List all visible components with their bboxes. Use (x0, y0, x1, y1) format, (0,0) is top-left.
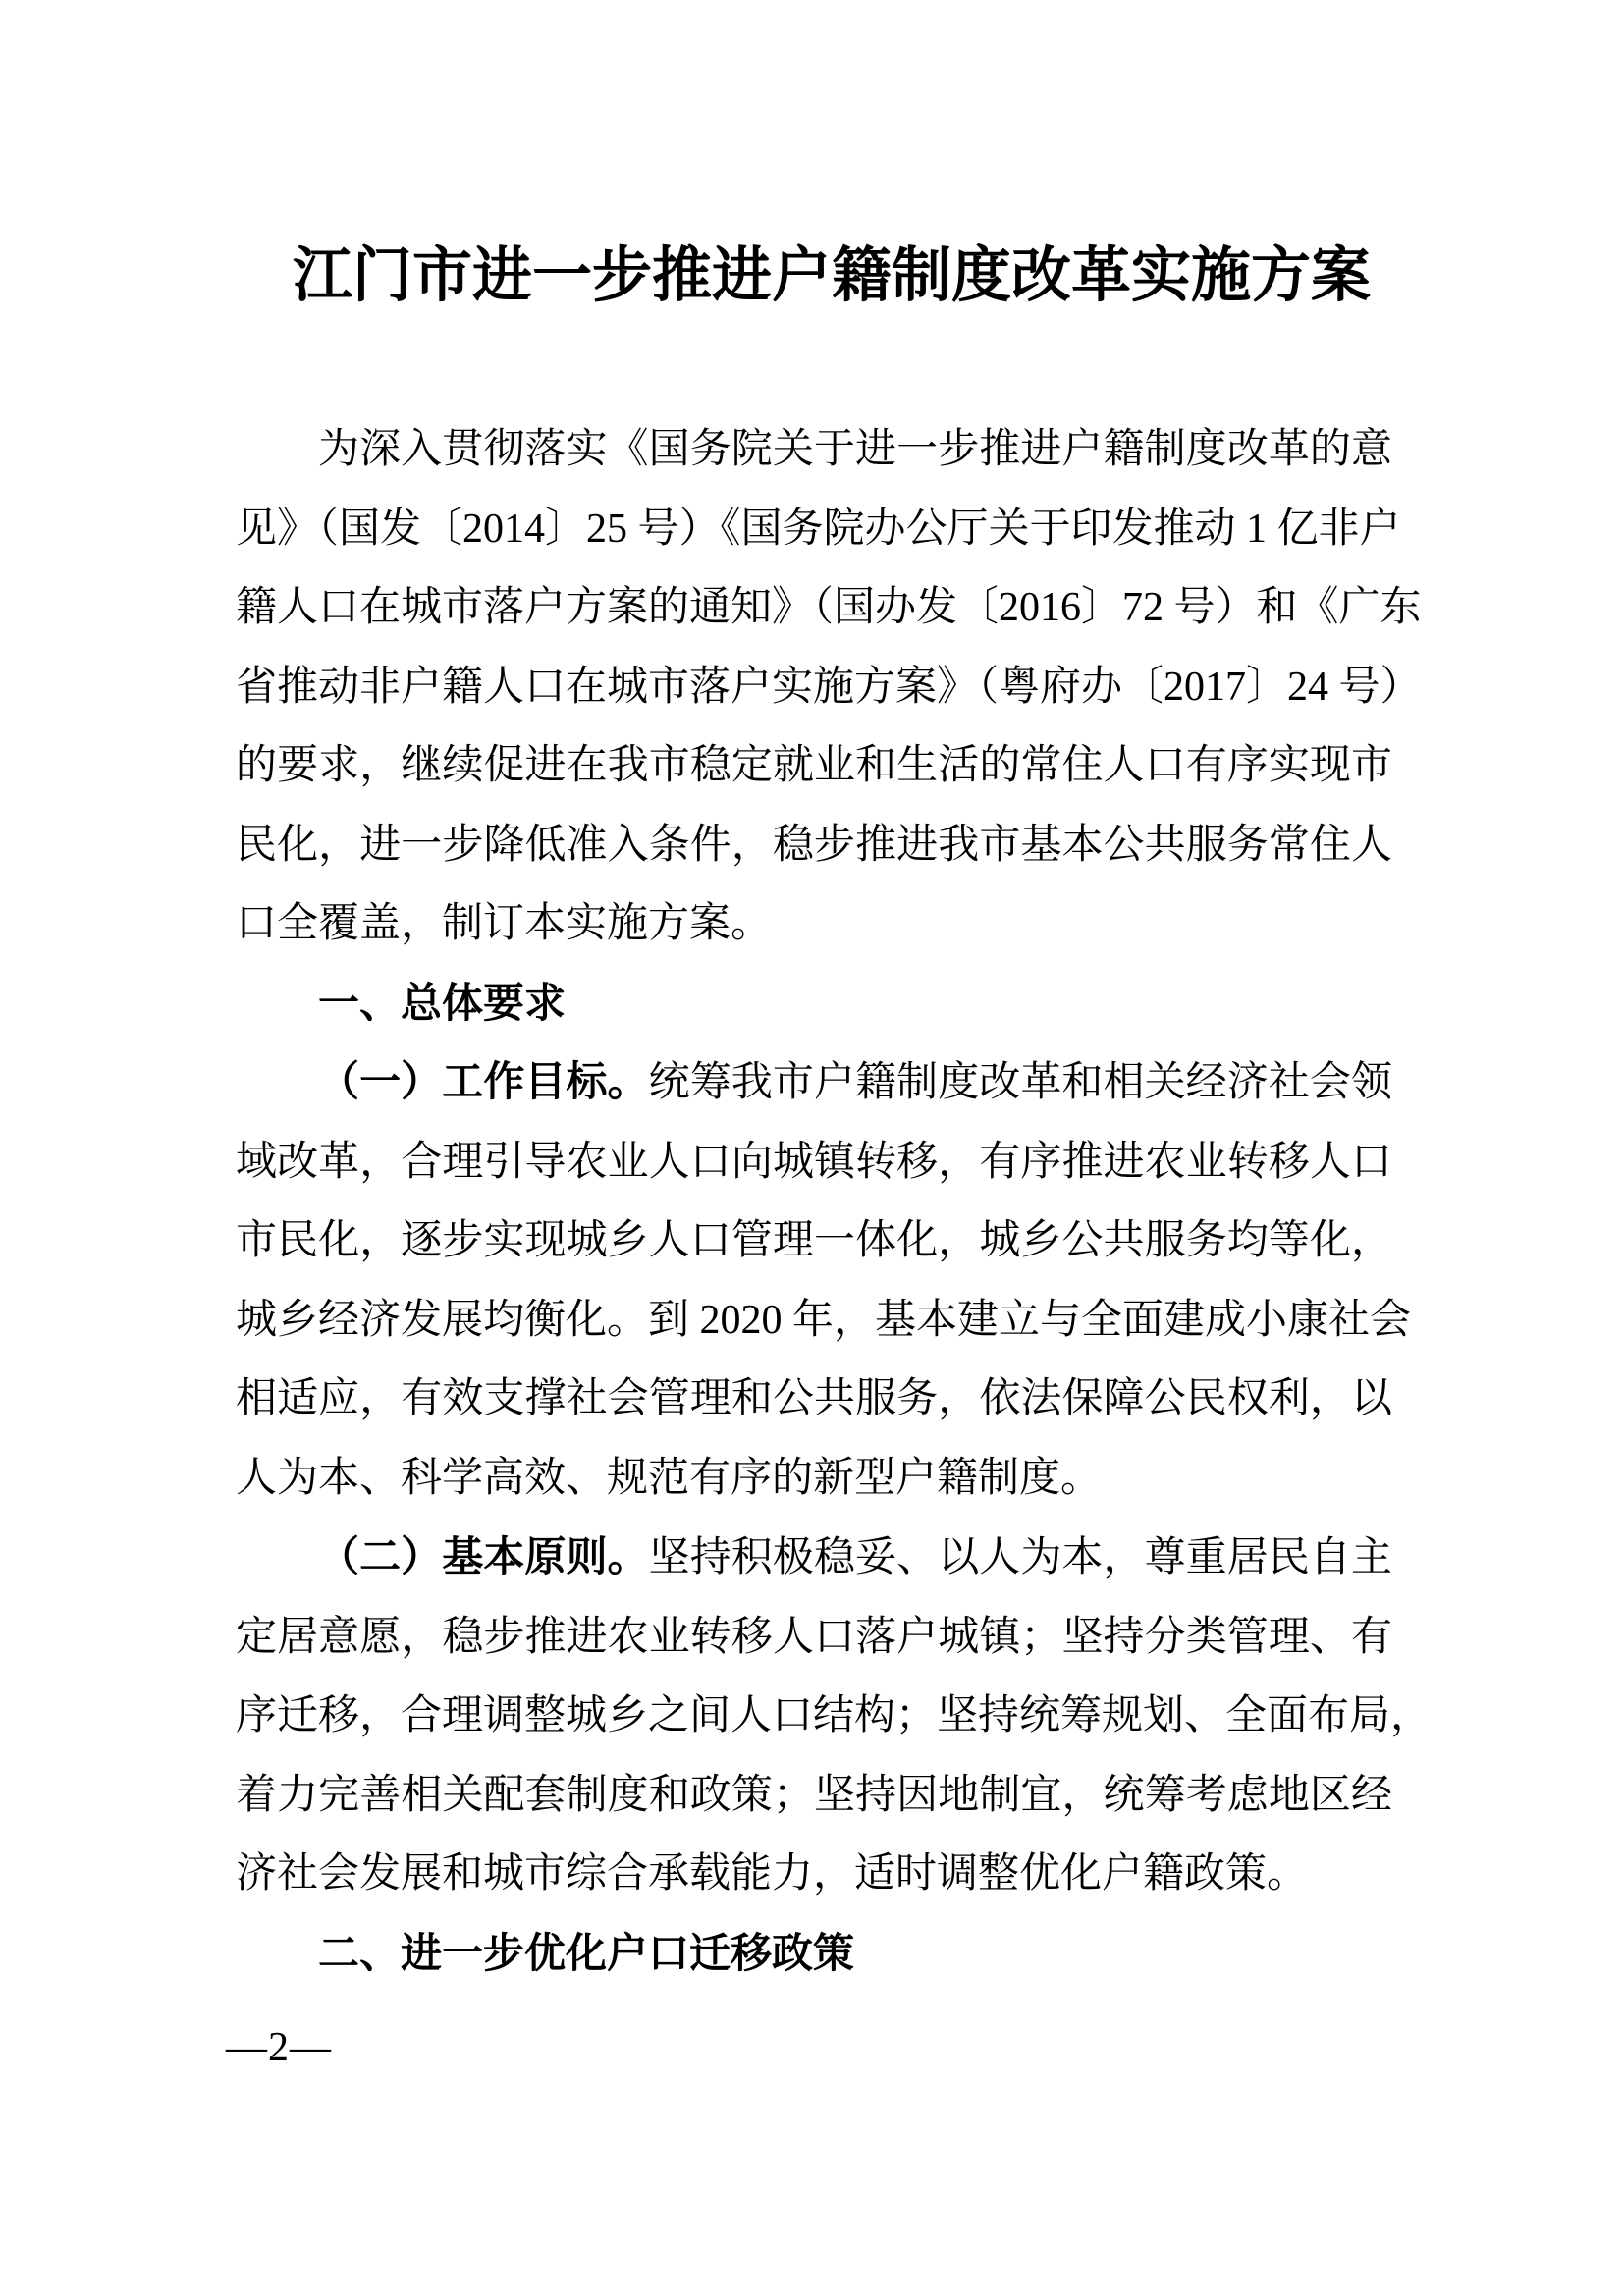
text-line: 籍人口在城市落户方案的通知》（国办发〔2016〕72 号）和《广东 (236, 585, 1422, 630)
text-line (236, 1518, 1392, 1598)
document-body (236, 410, 1433, 1993)
text-line: 人为本、科学高效、规范有序的新型户籍制度。 (236, 1455, 1103, 1501)
section-heading-household-migration-policy: 二、进一步优化户口迁移政策 (318, 1929, 855, 1976)
run-in-heading-basic-principles: （二）基本原则。 (318, 1533, 649, 1579)
section-heading-overall-requirements: 一、总体要求 (318, 979, 567, 1026)
text-line: 口全覆盖，制订本实施方案。 (236, 901, 773, 946)
text-line: 着力完善相关配套制度和政策；坚持因地制宜，统筹考虑地区经 (236, 1772, 1392, 1818)
text-line: 域改革，合理引导农业人口向城镇转移，有序推进农业转移人口 (236, 1139, 1392, 1185)
text-run: 统筹我市户籍制度改革和相关经济社会领 (648, 1060, 1392, 1105)
text-line: 定居意愿，稳步推进农业转移人口落户城镇；坚持分类管理、有 (236, 1614, 1392, 1660)
paragraph-basic-principles (236, 1518, 1433, 1914)
text-line: 民化，进一步降低准入条件，稳步推进我市基本公共服务常住人 (236, 822, 1392, 868)
run-in-heading-work-goals: （一）工作目标。 (318, 1058, 649, 1104)
paragraph-intro (236, 410, 1422, 964)
document-title: 江门市进一步推进户籍制度改革实施方案 (292, 243, 1371, 309)
text-line: 济社会发展和城市综合承载能力，适时调整优化户籍政策。 (236, 1851, 1309, 1896)
paragraph-work-goals (236, 1042, 1412, 1518)
page-number: —2— (226, 2025, 332, 2070)
text-line: 市民化，逐步实现城乡人口管理一体化，城乡公共服务均等化， (236, 1218, 1392, 1263)
text-line (236, 1042, 1392, 1123)
text-line: 见》（国发〔2014〕25 号）《国务院办公厅关于印发推动 1 亿非户 (236, 506, 1401, 552)
text-line: 序迁移，合理调整城乡之间人口结构；坚持统筹规划、全面布局， (236, 1693, 1433, 1738)
text-run: 坚持积极稳妥、以人为本，尊重居民自主 (648, 1535, 1392, 1580)
text-line: 城乡经济发展均衡化。到 2020 年，基本建立与全面建成小康社会 (236, 1297, 1412, 1343)
text-line: 为深入贯彻落实《国务院关于进一步推进户籍制度改革的意 (318, 427, 1392, 472)
text-line: 相适应，有效支撑社会管理和公共服务，依法保障公民权利，以 (236, 1376, 1392, 1421)
text-line: 省推动非户籍人口在城市落户实施方案》（粤府办〔2017〕24 号） (236, 664, 1422, 710)
text-line: 的要求，继续促进在我市稳定就业和生活的常住人口有序实现市 (236, 743, 1392, 788)
